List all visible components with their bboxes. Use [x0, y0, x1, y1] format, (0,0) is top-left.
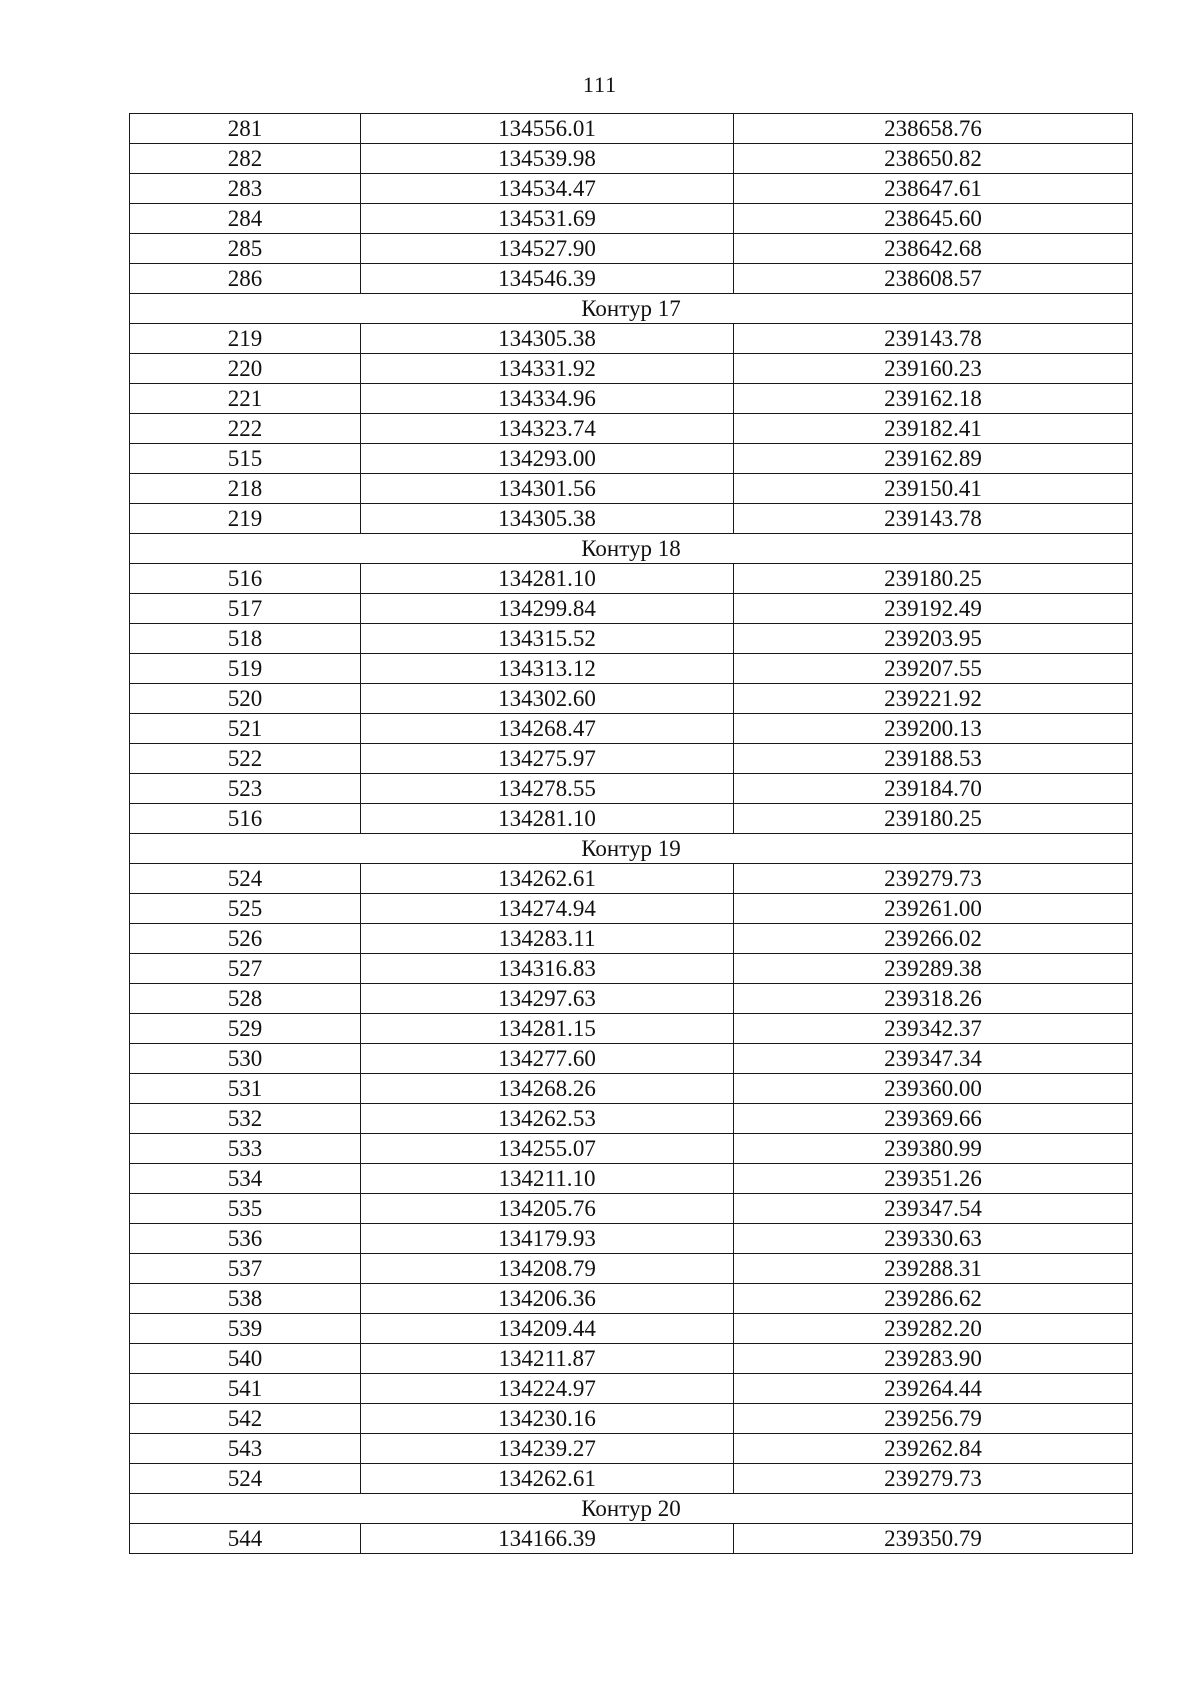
point-number-cell: 221: [130, 384, 361, 414]
y-coordinate-cell: 239261.00: [734, 894, 1133, 924]
y-coordinate-cell: 239289.38: [734, 954, 1133, 984]
table-row: [130, 444, 1133, 474]
point-number-cell: 517: [130, 594, 361, 624]
y-coordinate-cell: 239360.00: [734, 1074, 1133, 1104]
y-coordinate-cell: 239184.70: [734, 774, 1133, 804]
y-coordinate-cell: 239200.13: [734, 714, 1133, 744]
point-number-cell: 527: [130, 954, 361, 984]
x-coordinate-cell: 134531.69: [361, 204, 734, 234]
point-number-cell: 542: [130, 1404, 361, 1434]
table-row: [130, 1374, 1133, 1404]
coordinates-table: [129, 113, 1133, 1554]
point-number-cell: 519: [130, 654, 361, 684]
point-number-cell: 218: [130, 474, 361, 504]
x-coordinate-cell: 134211.10: [361, 1164, 734, 1194]
point-number-cell: 532: [130, 1104, 361, 1134]
y-coordinate-cell: 239369.66: [734, 1104, 1133, 1134]
y-coordinate-cell: 239162.18: [734, 384, 1133, 414]
x-coordinate-cell: 134323.74: [361, 414, 734, 444]
point-number-cell: 522: [130, 744, 361, 774]
y-coordinate-cell: 239180.25: [734, 804, 1133, 834]
y-coordinate-cell: 239347.34: [734, 1044, 1133, 1074]
y-coordinate-cell: 239143.78: [734, 504, 1133, 534]
y-coordinate-cell: 239264.44: [734, 1374, 1133, 1404]
table-row: [130, 1284, 1133, 1314]
table-row: [130, 114, 1133, 144]
table-row: [130, 504, 1133, 534]
x-coordinate-cell: 134546.39: [361, 264, 734, 294]
table-row: [130, 774, 1133, 804]
table-row: [130, 1074, 1133, 1104]
point-number-cell: 516: [130, 804, 361, 834]
table-row: [130, 654, 1133, 684]
table-row: [130, 624, 1133, 654]
table-row: [130, 1404, 1133, 1434]
contour-header-row: [130, 534, 1133, 564]
x-coordinate-cell: 134208.79: [361, 1254, 734, 1284]
table-row: [130, 1434, 1133, 1464]
point-number-cell: 222: [130, 414, 361, 444]
y-coordinate-cell: 239288.31: [734, 1254, 1133, 1284]
y-coordinate-cell: 239279.73: [734, 1464, 1133, 1494]
point-number-cell: 281: [130, 114, 361, 144]
x-coordinate-cell: 134301.56: [361, 474, 734, 504]
y-coordinate-cell: 239318.26: [734, 984, 1133, 1014]
point-number-cell: 541: [130, 1374, 361, 1404]
x-coordinate-cell: 134224.97: [361, 1374, 734, 1404]
table-row: [130, 1464, 1133, 1494]
point-number-cell: 523: [130, 774, 361, 804]
table-row: [130, 1134, 1133, 1164]
x-coordinate-cell: 134315.52: [361, 624, 734, 654]
table-row: [130, 1224, 1133, 1254]
table-row: [130, 564, 1133, 594]
y-coordinate-cell: 239188.53: [734, 744, 1133, 774]
x-coordinate-cell: 134209.44: [361, 1314, 734, 1344]
point-number-cell: 529: [130, 1014, 361, 1044]
y-coordinate-cell: 239182.41: [734, 414, 1133, 444]
point-number-cell: 520: [130, 684, 361, 714]
table-row: [130, 1524, 1133, 1554]
x-coordinate-cell: 134211.87: [361, 1344, 734, 1374]
contour-header-row: [130, 834, 1133, 864]
table-row: [130, 1164, 1133, 1194]
point-number-cell: 535: [130, 1194, 361, 1224]
x-coordinate-cell: 134281.10: [361, 804, 734, 834]
table-row: [130, 1014, 1133, 1044]
table-row: [130, 864, 1133, 894]
table-row: [130, 1194, 1133, 1224]
x-coordinate-cell: 134268.26: [361, 1074, 734, 1104]
point-number-cell: 544: [130, 1524, 361, 1554]
table-row: [130, 414, 1133, 444]
y-coordinate-cell: 239283.90: [734, 1344, 1133, 1374]
point-number-cell: 528: [130, 984, 361, 1014]
y-coordinate-cell: 239330.63: [734, 1224, 1133, 1254]
x-coordinate-cell: 134283.11: [361, 924, 734, 954]
point-number-cell: 536: [130, 1224, 361, 1254]
point-number-cell: 526: [130, 924, 361, 954]
table-row: [130, 1104, 1133, 1134]
contour-label: Контур 18: [130, 534, 1133, 564]
y-coordinate-cell: 239207.55: [734, 654, 1133, 684]
y-coordinate-cell: 239279.73: [734, 864, 1133, 894]
y-coordinate-cell: 238647.61: [734, 174, 1133, 204]
table-row: [130, 324, 1133, 354]
x-coordinate-cell: 134281.10: [361, 564, 734, 594]
x-coordinate-cell: 134262.53: [361, 1104, 734, 1134]
coordinates-table-body: [130, 114, 1133, 1554]
y-coordinate-cell: 238650.82: [734, 144, 1133, 174]
x-coordinate-cell: 134179.93: [361, 1224, 734, 1254]
x-coordinate-cell: 134556.01: [361, 114, 734, 144]
point-number-cell: 518: [130, 624, 361, 654]
point-number-cell: 524: [130, 1464, 361, 1494]
x-coordinate-cell: 134316.83: [361, 954, 734, 984]
point-number-cell: 525: [130, 894, 361, 924]
table-row: [130, 144, 1133, 174]
point-number-cell: 219: [130, 324, 361, 354]
x-coordinate-cell: 134334.96: [361, 384, 734, 414]
x-coordinate-cell: 134166.39: [361, 1524, 734, 1554]
table-row: [130, 894, 1133, 924]
table-row: [130, 744, 1133, 774]
x-coordinate-cell: 134275.97: [361, 744, 734, 774]
point-number-cell: 285: [130, 234, 361, 264]
table-row: [130, 594, 1133, 624]
point-number-cell: 521: [130, 714, 361, 744]
table-row: [130, 264, 1133, 294]
page-number: 111: [582, 72, 618, 97]
x-coordinate-cell: 134305.38: [361, 504, 734, 534]
y-coordinate-cell: 239256.79: [734, 1404, 1133, 1434]
point-number-cell: 282: [130, 144, 361, 174]
x-coordinate-cell: 134262.61: [361, 864, 734, 894]
contour-label: Контур 17: [130, 294, 1133, 324]
point-number-cell: 531: [130, 1074, 361, 1104]
y-coordinate-cell: 239342.37: [734, 1014, 1133, 1044]
x-coordinate-cell: 134239.27: [361, 1434, 734, 1464]
y-coordinate-cell: 238645.60: [734, 204, 1133, 234]
table-row: [130, 684, 1133, 714]
point-number-cell: 530: [130, 1044, 361, 1074]
y-coordinate-cell: 238658.76: [734, 114, 1133, 144]
y-coordinate-cell: 239350.79: [734, 1524, 1133, 1554]
x-coordinate-cell: 134297.63: [361, 984, 734, 1014]
x-coordinate-cell: 134206.36: [361, 1284, 734, 1314]
point-number-cell: 516: [130, 564, 361, 594]
x-coordinate-cell: 134268.47: [361, 714, 734, 744]
point-number-cell: 543: [130, 1434, 361, 1464]
table-row: [130, 954, 1133, 984]
x-coordinate-cell: 134305.38: [361, 324, 734, 354]
y-coordinate-cell: 239351.26: [734, 1164, 1133, 1194]
point-number-cell: 533: [130, 1134, 361, 1164]
x-coordinate-cell: 134281.15: [361, 1014, 734, 1044]
point-number-cell: 524: [130, 864, 361, 894]
x-coordinate-cell: 134278.55: [361, 774, 734, 804]
x-coordinate-cell: 134262.61: [361, 1464, 734, 1494]
x-coordinate-cell: 134255.07: [361, 1134, 734, 1164]
table-row: [130, 354, 1133, 384]
x-coordinate-cell: 134205.76: [361, 1194, 734, 1224]
x-coordinate-cell: 134302.60: [361, 684, 734, 714]
y-coordinate-cell: 239221.92: [734, 684, 1133, 714]
table-row: [130, 714, 1133, 744]
point-number-cell: 219: [130, 504, 361, 534]
table-row: [130, 234, 1133, 264]
y-coordinate-cell: 239192.49: [734, 594, 1133, 624]
contour-header-row: [130, 294, 1133, 324]
x-coordinate-cell: 134527.90: [361, 234, 734, 264]
table-row: [130, 174, 1133, 204]
table-row: [130, 804, 1133, 834]
point-number-cell: 286: [130, 264, 361, 294]
x-coordinate-cell: 134331.92: [361, 354, 734, 384]
table-row: [130, 984, 1133, 1014]
y-coordinate-cell: 239380.99: [734, 1134, 1133, 1164]
y-coordinate-cell: 239347.54: [734, 1194, 1133, 1224]
y-coordinate-cell: 239150.41: [734, 474, 1133, 504]
table-row: [130, 474, 1133, 504]
y-coordinate-cell: 239266.02: [734, 924, 1133, 954]
point-number-cell: 538: [130, 1284, 361, 1314]
table-row: [130, 1314, 1133, 1344]
x-coordinate-cell: 134313.12: [361, 654, 734, 684]
table-row: [130, 924, 1133, 954]
x-coordinate-cell: 134534.47: [361, 174, 734, 204]
point-number-cell: 534: [130, 1164, 361, 1194]
y-coordinate-cell: 238642.68: [734, 234, 1133, 264]
y-coordinate-cell: 239180.25: [734, 564, 1133, 594]
point-number-cell: 220: [130, 354, 361, 384]
y-coordinate-cell: 238608.57: [734, 264, 1133, 294]
contour-label: Контур 20: [130, 1494, 1133, 1524]
y-coordinate-cell: 239282.20: [734, 1314, 1133, 1344]
point-number-cell: 515: [130, 444, 361, 474]
x-coordinate-cell: 134539.98: [361, 144, 734, 174]
y-coordinate-cell: 239262.84: [734, 1434, 1133, 1464]
point-number-cell: 540: [130, 1344, 361, 1374]
point-number-cell: 284: [130, 204, 361, 234]
x-coordinate-cell: 134274.94: [361, 894, 734, 924]
point-number-cell: 283: [130, 174, 361, 204]
x-coordinate-cell: 134293.00: [361, 444, 734, 474]
x-coordinate-cell: 134299.84: [361, 594, 734, 624]
point-number-cell: 539: [130, 1314, 361, 1344]
y-coordinate-cell: 239162.89: [734, 444, 1133, 474]
table-row: [130, 1044, 1133, 1074]
contour-label: Контур 19: [130, 834, 1133, 864]
y-coordinate-cell: 239203.95: [734, 624, 1133, 654]
y-coordinate-cell: 239160.23: [734, 354, 1133, 384]
contour-header-row: [130, 1494, 1133, 1524]
table-row: [130, 1344, 1133, 1374]
table-row: [130, 384, 1133, 414]
table-row: [130, 1254, 1133, 1284]
x-coordinate-cell: 134277.60: [361, 1044, 734, 1074]
point-number-cell: 537: [130, 1254, 361, 1284]
y-coordinate-cell: 239286.62: [734, 1284, 1133, 1314]
table-row: [130, 204, 1133, 234]
y-coordinate-cell: 239143.78: [734, 324, 1133, 354]
x-coordinate-cell: 134230.16: [361, 1404, 734, 1434]
